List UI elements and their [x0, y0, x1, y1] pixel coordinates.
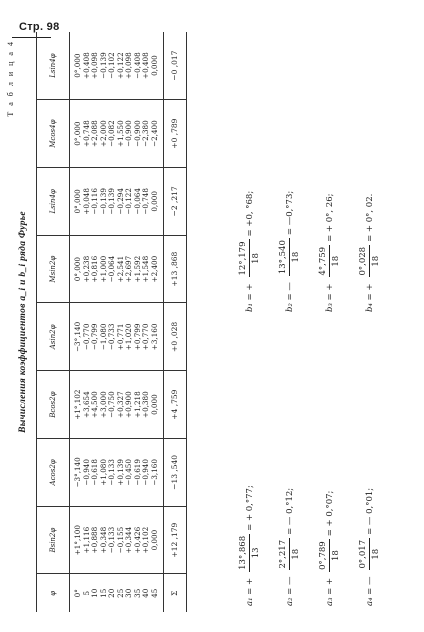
value-cell: +0,771 [117, 303, 126, 371]
value-cell: −0,900 [125, 100, 134, 168]
sum-cell: −0 ,017 [164, 32, 187, 100]
value-cell: −0,064 [134, 168, 143, 236]
header-col-7: Mcos4φ [37, 100, 70, 168]
value-cell: +0,816 [91, 235, 100, 303]
value-cell: +3,000 [100, 371, 109, 439]
value-cell: +0,102 [142, 506, 151, 574]
table-row [134, 32, 143, 612]
table-row [108, 32, 117, 612]
table-row [70, 32, 83, 612]
formulas [232, 32, 412, 612]
angle-cell: 0° [73, 589, 82, 598]
sum-cell: +12 ,179 [164, 506, 187, 574]
formula-a2: a₂ = — 2°,217 18 = — 0,°12; [278, 487, 301, 606]
value-cell: 0,000 [151, 371, 164, 439]
value-cell: 0,000 [151, 32, 164, 100]
formula-a3: a₃ = + 0°,789 18 = + 0,°07; [318, 490, 341, 606]
value-cell: +2,400 [151, 235, 164, 303]
value-cell: 0°,000 [70, 235, 83, 303]
value-cell: +2,697 [125, 235, 134, 303]
value-cell: +0,900 [125, 371, 134, 439]
sum-cell: +0 ,789 [164, 100, 187, 168]
value-cell: −0,155 [117, 506, 126, 574]
table-body [70, 32, 164, 612]
value-cell: +2,541 [117, 235, 126, 303]
value-cell: −0,450 [125, 439, 134, 507]
value-cell: +3,654 [83, 371, 92, 439]
sum-cell: +0 ,028 [164, 303, 187, 371]
value-cell: +0,408 [83, 32, 92, 100]
value-cell: 0°,000 [70, 168, 83, 236]
table-row [91, 32, 100, 612]
table-row [151, 32, 164, 612]
angle-cell: 10 [90, 588, 99, 598]
value-cell: −2,380 [142, 100, 151, 168]
table-label: Т а б л и ц а 4 [6, 40, 15, 117]
value-cell: −3,160 [151, 439, 164, 507]
angle-cell: 40 [141, 588, 150, 598]
value-cell: +0,748 [83, 100, 92, 168]
value-cell: +0,344 [125, 506, 134, 574]
value-cell: +1,000 [100, 235, 109, 303]
value-cell: −0,733 [108, 303, 117, 371]
table-row [125, 32, 134, 612]
value-cell: +1,550 [117, 100, 126, 168]
fourier-coefficients-table [36, 32, 187, 612]
header-col-4: Asin2φ [37, 303, 70, 371]
value-cell: 0,000 [151, 168, 164, 236]
value-cell: −0,748 [142, 168, 151, 236]
table-row [142, 32, 151, 612]
value-cell: +0,408 [142, 32, 151, 100]
value-cell: +1,548 [142, 235, 151, 303]
angle-cell: 30 [124, 588, 133, 598]
value-cell: +0,426 [134, 506, 143, 574]
formula-b2: b₂ = — 13°,540 18 = —0,°73; [278, 190, 301, 312]
value-cell: −0,122 [125, 168, 134, 236]
value-cell: +0,770 [142, 303, 151, 371]
value-cell: +2,088 [91, 100, 100, 168]
formula-b3: b₃ = + 4°,759 18 = + 0°, 26; [318, 193, 341, 312]
header-col-6: Lsin4φ [37, 168, 70, 236]
value-cell: +3,160 [151, 303, 164, 371]
value-cell: −3°,140 [70, 439, 83, 507]
value-cell: −0,139 [100, 32, 109, 100]
value-cell: +1,116 [83, 506, 92, 574]
value-cell: −0,900 [134, 100, 143, 168]
value-cell: −0,618 [91, 439, 100, 507]
value-cell: +1,020 [125, 303, 134, 371]
table-sum-row [164, 32, 187, 612]
value-cell: +0,348 [100, 506, 109, 574]
sum-cell: +4 ,759 [164, 371, 187, 439]
table-row [100, 32, 109, 612]
angle-cell: 45 [149, 588, 159, 598]
value-cell: −0,064 [108, 235, 117, 303]
value-cell: +1,080 [100, 439, 109, 507]
header-col-5: Msin2φ [37, 235, 70, 303]
value-cell: −0,116 [91, 168, 100, 236]
value-cell: +0,888 [91, 506, 100, 574]
value-cell: +0,380 [142, 371, 151, 439]
header-phi: φ [37, 574, 70, 612]
value-cell: −0,082 [108, 100, 117, 168]
value-cell: 0°,000 [70, 100, 83, 168]
value-cell: +0,238 [83, 235, 92, 303]
value-cell: +0,122 [117, 32, 126, 100]
value-cell: +1,592 [134, 235, 143, 303]
sum-label: Σ [164, 574, 187, 612]
value-cell: +0,139 [117, 439, 126, 507]
value-cell: +0,098 [125, 32, 134, 100]
value-cell: 0°,000 [70, 32, 83, 100]
sum-cell: +13 ,868 [164, 235, 187, 303]
value-cell: +1°,102 [70, 371, 83, 439]
value-cell: +0,327 [117, 371, 126, 439]
table-caption: Вычисления коэффициентов a_i и b_i ряда Фурье [18, 211, 28, 433]
value-cell: +0,098 [91, 32, 100, 100]
angle-cell: 35 [132, 588, 142, 598]
value-cell: +1°,100 [70, 506, 83, 574]
header-col-8: Lsin4φ [37, 32, 70, 100]
header-col-3: Bcos2φ [37, 371, 70, 439]
value-cell: −3°,140 [70, 303, 83, 371]
value-cell: −0,770 [83, 303, 92, 371]
formula-a1: a₁ = + 13°,868 13 = + 0,°77; [238, 485, 261, 606]
table-row [83, 32, 92, 612]
formula-b4: b₄ = + 0°,028 18 = + 0°, 02. [358, 193, 381, 312]
value-cell: +1,218 [134, 371, 143, 439]
value-cell: −0,294 [117, 168, 126, 236]
angle-cell: 25 [115, 588, 125, 598]
value-cell: −0,133 [108, 506, 117, 574]
value-cell: 0,000 [151, 506, 164, 574]
sum-cell: −13 ,540 [164, 439, 187, 507]
value-cell: −2,400 [151, 100, 164, 168]
angle-cell: 15 [98, 588, 108, 598]
sum-cell: −2 ,217 [164, 168, 187, 236]
value-cell: −0,102 [108, 32, 117, 100]
value-cell: −0,799 [91, 303, 100, 371]
rotated-content [6, 32, 418, 612]
page-number: Стр. 98 [19, 21, 60, 33]
value-cell: +0,048 [83, 168, 92, 236]
angle-cell: 20 [107, 588, 116, 598]
angle-cell: 5 [81, 590, 91, 596]
formula-a4: a₄ = — 0°,017 18 = — 0,°01; [358, 487, 381, 606]
value-cell: −1,080 [100, 303, 109, 371]
value-cell: +0,799 [134, 303, 143, 371]
value-cell: +4,500 [91, 371, 100, 439]
table-header-row [37, 32, 70, 612]
formula-b1: b₁ = + 12°,179 18 = +0, °68; [238, 190, 261, 312]
value-cell: −0,940 [142, 439, 151, 507]
value-cell: −0,408 [134, 32, 143, 100]
value-cell: −0,750 [108, 371, 117, 439]
table-row [117, 32, 126, 612]
value-cell: −0,139 [100, 168, 109, 236]
header-col-1: Bsin2φ [37, 506, 70, 574]
value-cell: +2,000 [100, 100, 109, 168]
value-cell: −0,133 [108, 439, 117, 507]
value-cell: −0,139 [108, 168, 117, 236]
header-col-2: Acos2φ [37, 439, 70, 507]
value-cell: −0,619 [134, 439, 143, 507]
value-cell: −0,940 [83, 439, 92, 507]
